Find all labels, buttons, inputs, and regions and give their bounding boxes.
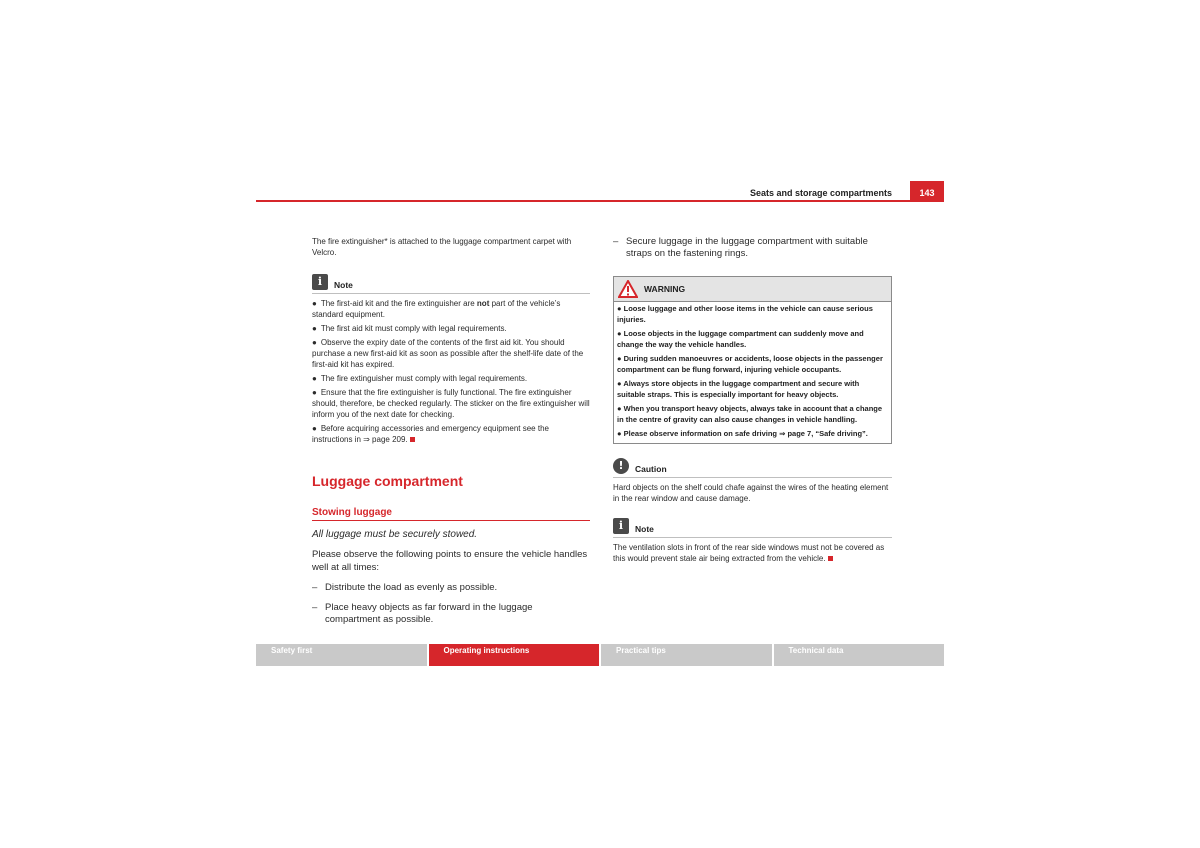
info-icon: i: [613, 518, 629, 534]
note-item: ● The first-aid kit and the fire extinguisher are not part of the vehicle’s standard equipment.: [312, 299, 561, 319]
tab-technical-data[interactable]: Technical data: [774, 644, 945, 666]
warning-box: [613, 276, 892, 444]
note-item: ● Ensure that the fire extinguisher is fully functional. The fire extinguisher should, therefore, be checked regularly. The sticker on the fire extinguisher will inform you of the next date for checking.: [312, 388, 590, 419]
warning-label: WARNING: [644, 284, 686, 294]
note-text: The ventilation slots in front of the rear side windows must not be covered as this would prevent stale air being extracted from the vehicle.: [613, 542, 885, 563]
dash-item: – Secure luggage in the luggage compartment with suitable straps on the fastening rings.: [613, 236, 868, 259]
note-rule-right: [613, 537, 892, 538]
tab-operating-instructions[interactable]: Operating instructions: [429, 644, 600, 666]
warning-item: ● Loose luggage and other loose items in the vehicle can cause serious injuries.: [617, 304, 873, 324]
note-rule: [312, 293, 590, 294]
footer-tabs: [256, 644, 944, 666]
note-item: ● Observe the expiry date of the contents of the first aid kit. You should purchase a new first-aid kit as soon as possible after the shelf-life date of the first-aid kit has expired.: [312, 338, 584, 369]
note-heading: [312, 274, 590, 290]
dash-item: – Distribute the load as evenly as possible.: [312, 582, 498, 593]
warning-item: ● Loose objects in the luggage compartment can suddenly move and change the way the vehicle handles.: [617, 329, 864, 349]
info-icon: i: [312, 274, 328, 290]
warning-item: ● Always store objects in the luggage compartment and secure with suitable straps. This is especially important for heavy objects.: [617, 379, 860, 399]
note-heading-right: [613, 518, 892, 534]
warning-header: [614, 277, 891, 302]
note-label: Note: [334, 280, 353, 290]
warning-item: ● During sudden manoeuvres or accidents, loose objects in the passenger compartment can be flung forward, injuring vehicle occupants.: [617, 354, 883, 374]
warning-item: ● When you transport heavy objects, always take in account that a change in the centre of gravity can also cause changes in vehicle handling.: [617, 404, 883, 424]
exclamation-circle-icon: !: [613, 458, 629, 474]
subsection-title: Stowing luggage: [312, 507, 392, 518]
note-list: [312, 298, 590, 445]
caution-heading: [613, 458, 892, 474]
caution-label: Caution: [635, 463, 667, 474]
note-item: ● Before acquiring accessories and emergency equipment see the instructions in ⇒ page 209.: [312, 424, 549, 444]
right-column: [613, 236, 892, 564]
end-marker: [828, 556, 833, 561]
body-paragraph: Please observe the following points to ensure the vehicle handles well at all times:: [312, 549, 588, 573]
warning-body: [614, 302, 891, 443]
intro-paragraph: The fire extinguisher* is attached to the luggage compartment carpet with Velcro.: [312, 237, 572, 257]
page-number: 143: [910, 181, 944, 202]
tab-practical-tips[interactable]: Practical tips: [601, 644, 772, 666]
dash-item: – Place heavy objects as far forward in the luggage compartment as possible.: [312, 602, 533, 625]
tab-safety-first[interactable]: Safety first: [256, 644, 427, 666]
header-rule: [256, 200, 944, 202]
warning-item: ● Please observe information on safe driving ⇒ page 7, “Safe driving”.: [617, 429, 868, 438]
note-item: ● The first aid kit must comply with legal requirements.: [312, 324, 507, 333]
note-item: ● The fire extinguisher must comply with legal requirements.: [312, 374, 528, 383]
end-marker: [410, 437, 415, 442]
caution-rule: [613, 477, 892, 478]
subsection-rule: [312, 520, 590, 521]
running-header-title: Seats and storage compartments: [749, 188, 892, 198]
left-column: [312, 236, 590, 626]
lead-sentence: All luggage must be securely stowed.: [312, 529, 478, 540]
note-label-right: Note: [635, 523, 654, 534]
section-title: Luggage compartment: [312, 473, 463, 489]
warning-triangle-icon: [618, 280, 638, 298]
caution-text: Hard objects on the shelf could chafe against the wires of the heating element in the rear window and cause damage.: [613, 482, 889, 503]
